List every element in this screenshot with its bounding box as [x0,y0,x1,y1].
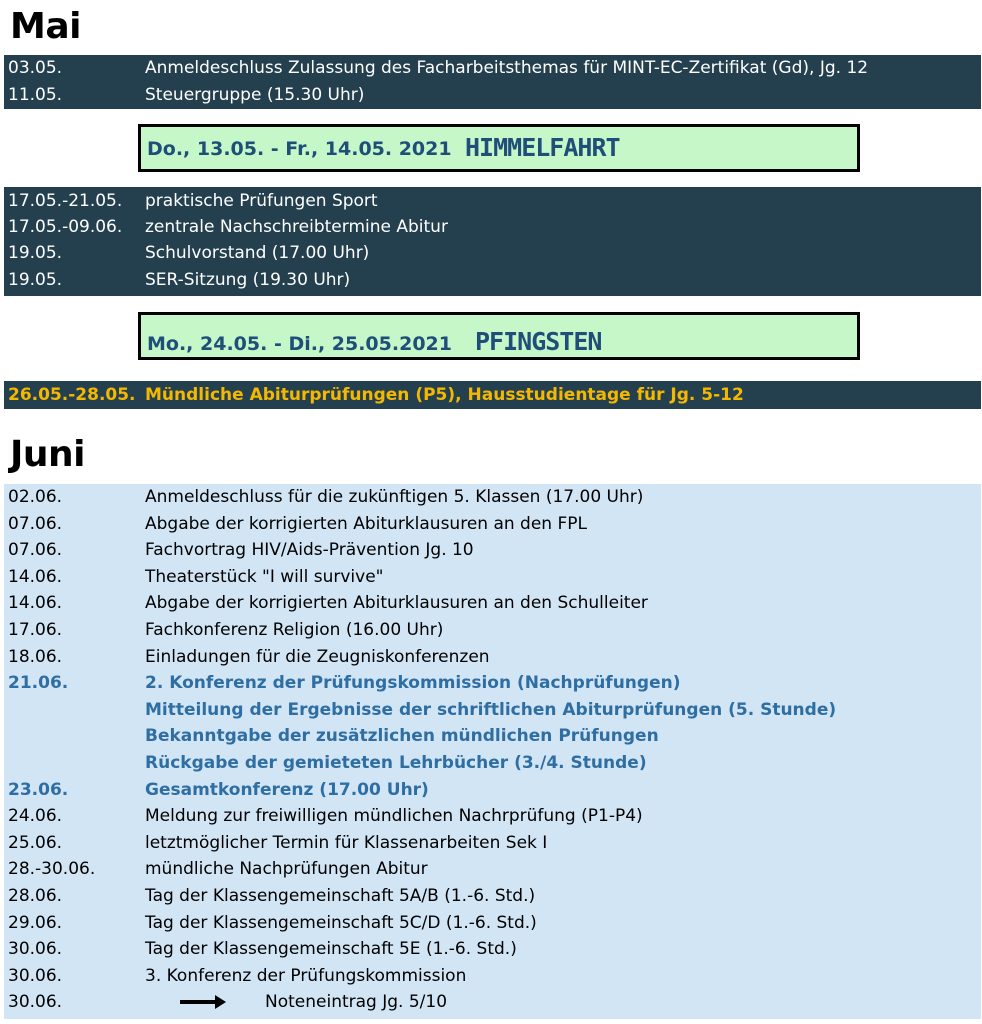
event-date: 11.05. [8,84,63,105]
table-row [4,590,981,617]
table-row [4,883,981,910]
event-text: Tag der Klassengemeinschaft 5A/B (1.-6. Std.) [145,885,536,906]
table-row [4,723,981,750]
table-row [4,644,981,671]
table-row [4,989,981,1016]
event-date: 14.06. [8,566,63,587]
event-date: 21.06. [8,673,69,694]
event-text: Tag der Klassengemeinschaft 5C/D (1.-6. Std.) [145,912,537,933]
event-text: Steuergruppe (15.30 Uhr) [145,84,365,105]
may-events-block-1 [4,55,981,109]
table-row [4,564,981,591]
event-text: Anmeldeschluss Zulassung des Facharbeitsthemas für MINT-EC-Zertifikat (Gd), Jg. 12 [145,58,869,78]
table-row [4,537,981,564]
may-events-block-2 [4,187,981,296]
event-text: letztmöglicher Termin für Klassenarbeiten Sek I [145,832,548,853]
event-date: 17.05.-21.05. [8,191,123,211]
event-date: 29.06. [8,912,63,933]
event-date: 19.05. [8,269,63,290]
june-events-block [4,484,981,1019]
event-date: 30.06. [8,965,63,986]
table-row [4,803,981,830]
event-text: zentrale Nachschreibtermine Abitur [145,216,448,237]
table-row [4,617,981,644]
event-text: Schulvorstand (17.00 Uhr) [145,243,370,264]
event-date: 07.06. [8,540,63,561]
table-row [4,484,981,511]
event-date: 07.06. [8,513,63,534]
event-text: Gesamtkonferenz (17.00 Uhr) [145,779,429,800]
month-title-june: Juni [10,434,85,475]
event-date: 30.06. [8,992,63,1013]
holiday-box-himmelfahrt [138,124,860,172]
month-title-may: Mai [10,6,81,47]
event-date: 14.06. [8,593,63,614]
event-text: Mündliche Abiturprüfungen (P5), Hausstudientage für Jg. 5-12 [145,385,744,405]
arrow-right-icon [180,1000,216,1004]
event-date: 19.05. [8,243,63,264]
event-text: 2. Konferenz der Prüfungskommission (Nachprüfungen) [145,673,681,694]
table-row [4,963,981,990]
table-row [4,214,981,241]
event-date: 28.06. [8,885,63,906]
event-text: Theaterstück "I will survive" [145,566,384,587]
holiday-name: HIMMELFAHRT [465,133,620,162]
holiday-dates: Do., 13.05. - Fr., 14.05. 2021 [147,138,452,160]
table-row [4,511,981,538]
event-date: 02.06. [8,487,63,507]
event-date: 18.06. [8,646,63,667]
event-text: Meldung zur freiwilligen mündlichen Nachrprüfung (P1-P4) [145,806,643,827]
event-text: SER-Sitzung (19.30 Uhr) [145,269,351,290]
table-row [4,856,981,883]
table-row [4,82,981,109]
may-events-block-3 [4,381,981,409]
event-text: 3. Konferenz der Prüfungskommission [145,965,467,986]
event-text: Fachvortrag HIV/Aids-Prävention Jg. 10 [145,540,474,561]
holiday-name: PFINGSTEN [475,327,602,356]
event-text: Fachkonferenz Religion (16.00 Uhr) [145,619,444,640]
event-text: Rückgabe der gemieteten Lehrbücher (3./4. Stunde) [145,752,647,773]
table-row [4,55,981,82]
event-text: Mitteilung der Ergebnisse der schriftlichen Abiturprüfungen (5. Stunde) [145,699,837,720]
table-row [4,188,981,215]
table-row [4,697,981,724]
event-date: 30.06. [8,939,63,960]
event-text: Abgabe der korrigierten Abiturklausuren an den Schulleiter [145,593,648,614]
table-row [4,670,981,697]
table-row [4,750,981,777]
event-date: 03.05. [8,58,63,78]
event-text: Noteneintrag Jg. 5/10 [265,992,448,1013]
holiday-dates: Mo., 24.05. - Di., 25.05.2021 [147,333,452,355]
event-text: Bekanntgabe der zusätzlichen mündlichen Prüfungen [145,726,659,747]
event-date: 25.06. [8,832,63,853]
table-row [4,240,981,267]
event-text: Anmeldeschluss für die zukünftigen 5. Klassen (17.00 Uhr) [145,487,644,507]
table-row [4,830,981,857]
event-date: 24.06. [8,806,63,827]
table-row [4,382,981,409]
table-row [4,267,981,294]
event-text: praktische Prüfungen Sport [145,191,378,211]
holiday-box-pfingsten [138,312,860,360]
table-row [4,936,981,963]
event-text: Tag der Klassengemeinschaft 5E (1.-6. Std.) [145,939,517,960]
event-text: Einladungen für die Zeugniskonferenzen [145,646,490,667]
event-text: mündliche Nachprüfungen Abitur [145,859,428,880]
event-text: Abgabe der korrigierten Abiturklausuren an den FPL [145,513,587,534]
event-date: 26.05.-28.05. [8,385,136,405]
event-date: 17.05.-09.06. [8,216,123,237]
table-row [4,910,981,937]
table-row [4,777,981,804]
event-date: 17.06. [8,619,63,640]
event-date: 28.-30.06. [8,859,96,880]
event-date: 23.06. [8,779,69,800]
